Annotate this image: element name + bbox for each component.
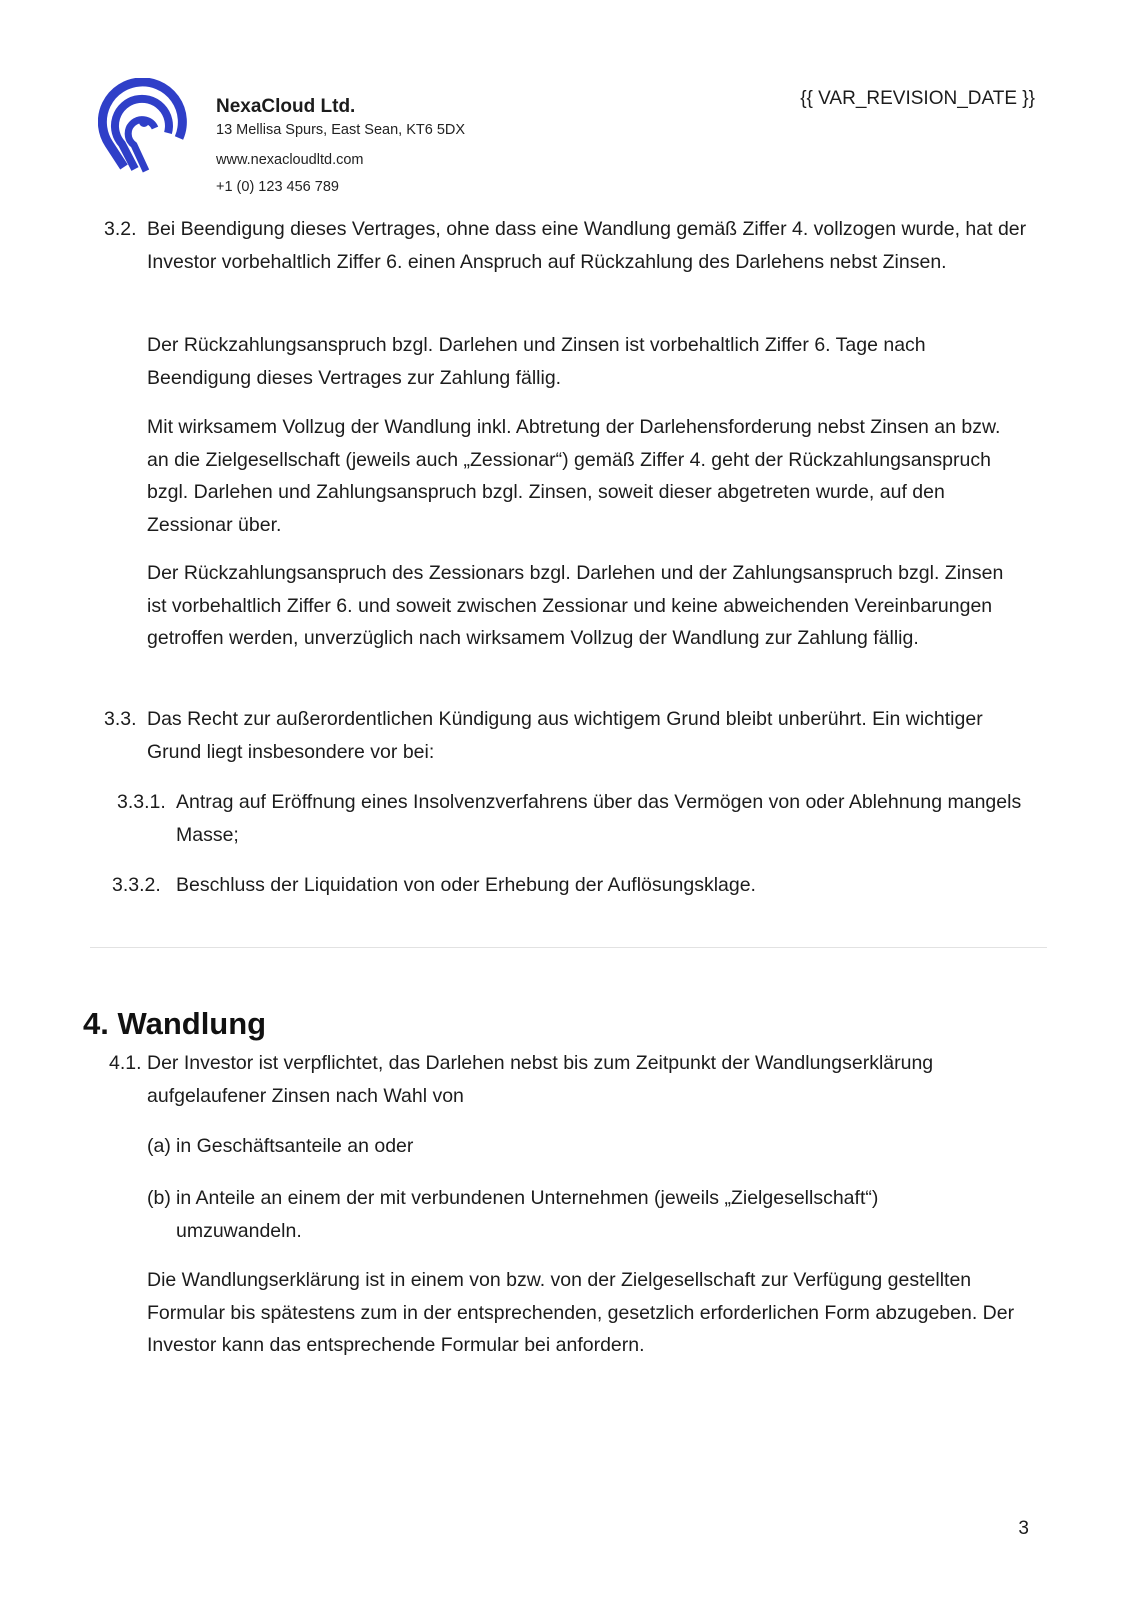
page-number: 3 <box>1018 1518 1029 1539</box>
clause-3-3-1-text: Antrag auf Eröffnung eines Insolvenzverfahrens über das Vermögen von oder Ablehnung mangels Masse; <box>176 791 1022 846</box>
clause-4-1-paragraph-2: Die Wandlungserklärung ist in einem von bzw. von der Zielgesellschaft zur Verfügung gestellten Formular bis spätestens zum in der entsprechenden, gesetzlich erforderlichen Form abzugeben. Der Investor kann das entsprechende Formular bei anfordern. <box>147 1269 1015 1356</box>
clause-3-3-text: Das Recht zur außerordentlichen Kündigung aus wichtigem Grund bleibt unberührt. Ein wichtiger Grund liegt insbesondere vor bei: <box>147 708 983 763</box>
clause-3-2-paragraph-1: Bei Beendigung dieses Vertrages, ohne dass eine Wandlung gemäß Ziffer 4. vollzogen wurde, hat der Investor vorbehaltlich Ziffer 6. einen Anspruch auf Rückzahlung des Darlehens nebst Zinsen. <box>147 218 1027 273</box>
company-logo-icon <box>98 78 190 178</box>
option-b-text: in Anteile an einem der mit verbundenen Unternehmen (jeweils „Zielgesellschaft“) umzuwandeln. <box>176 1187 879 1242</box>
clause-number-3-3: 3.3. <box>104 708 137 730</box>
company-name: NexaCloud Ltd. <box>216 96 356 117</box>
clause-number-3-3-1: 3.3.1. <box>117 791 166 813</box>
clause-3-2-paragraph-4: Der Rückzahlungsanspruch des Zessionars bzgl. Darlehen und der Zahlungsanspruch bzgl. Zinsen ist vorbehaltlich Ziffer 6. und soweit zwischen Zessionar und keine abweichenden Vereinbarungen getroffen werden, unverzüglich nach wirksamem Vollzug der Wandlung zur Zahlung fällig. <box>147 562 1004 649</box>
company-address: 13 Mellisa Spurs, East Sean, KT6 5DX <box>216 122 466 138</box>
company-phone: +1 (0) 123 456 789 <box>216 179 339 195</box>
option-a-text: in Geschäftsanteile an oder <box>176 1135 414 1157</box>
option-a-label: (a) <box>147 1135 171 1157</box>
clause-number-3-3-2: 3.3.2. <box>112 874 161 896</box>
clause-number-4-1: 4.1. <box>109 1052 142 1074</box>
section-divider <box>90 947 1047 948</box>
clause-number-3-2: 3.2. <box>104 218 137 240</box>
clause-3-2-paragraph-3: Mit wirksamem Vollzug der Wandlung inkl. Abtretung der Darlehensforderung nebst Zinsen an bzw. an die Zielgesellschaft (jeweils auch „Zessionar“) gemäß Ziffer 4. geht der Rückzahlungsanspruch bzgl. Darlehen und Zahlungsanspruch bzgl. Zinsen, soweit dieser abgetreten wurde, auf den Zessionar über. <box>147 416 1001 536</box>
revision-date: {{ VAR_REVISION_DATE }} <box>800 88 1035 109</box>
clause-3-2-paragraph-2: Der Rückzahlungsanspruch bzgl. Darlehen und Zinsen ist vorbehaltlich Ziffer 6. Tage nach Beendigung dieses Vertrages zur Zahlung fällig. <box>147 334 926 389</box>
clause-3-3-2-text: Beschluss der Liquidation von oder Erhebung der Auflösungsklage. <box>176 874 756 896</box>
section-heading-4: 4. Wandlung <box>83 1006 267 1041</box>
company-website: www.nexacloudltd.com <box>216 152 364 168</box>
clause-4-1-text: Der Investor ist verpflichtet, das Darlehen nebst bis zum Zeitpunkt der Wandlungserklärung aufgelaufener Zinsen nach Wahl von <box>147 1052 934 1107</box>
option-b-label: (b) <box>147 1187 171 1209</box>
